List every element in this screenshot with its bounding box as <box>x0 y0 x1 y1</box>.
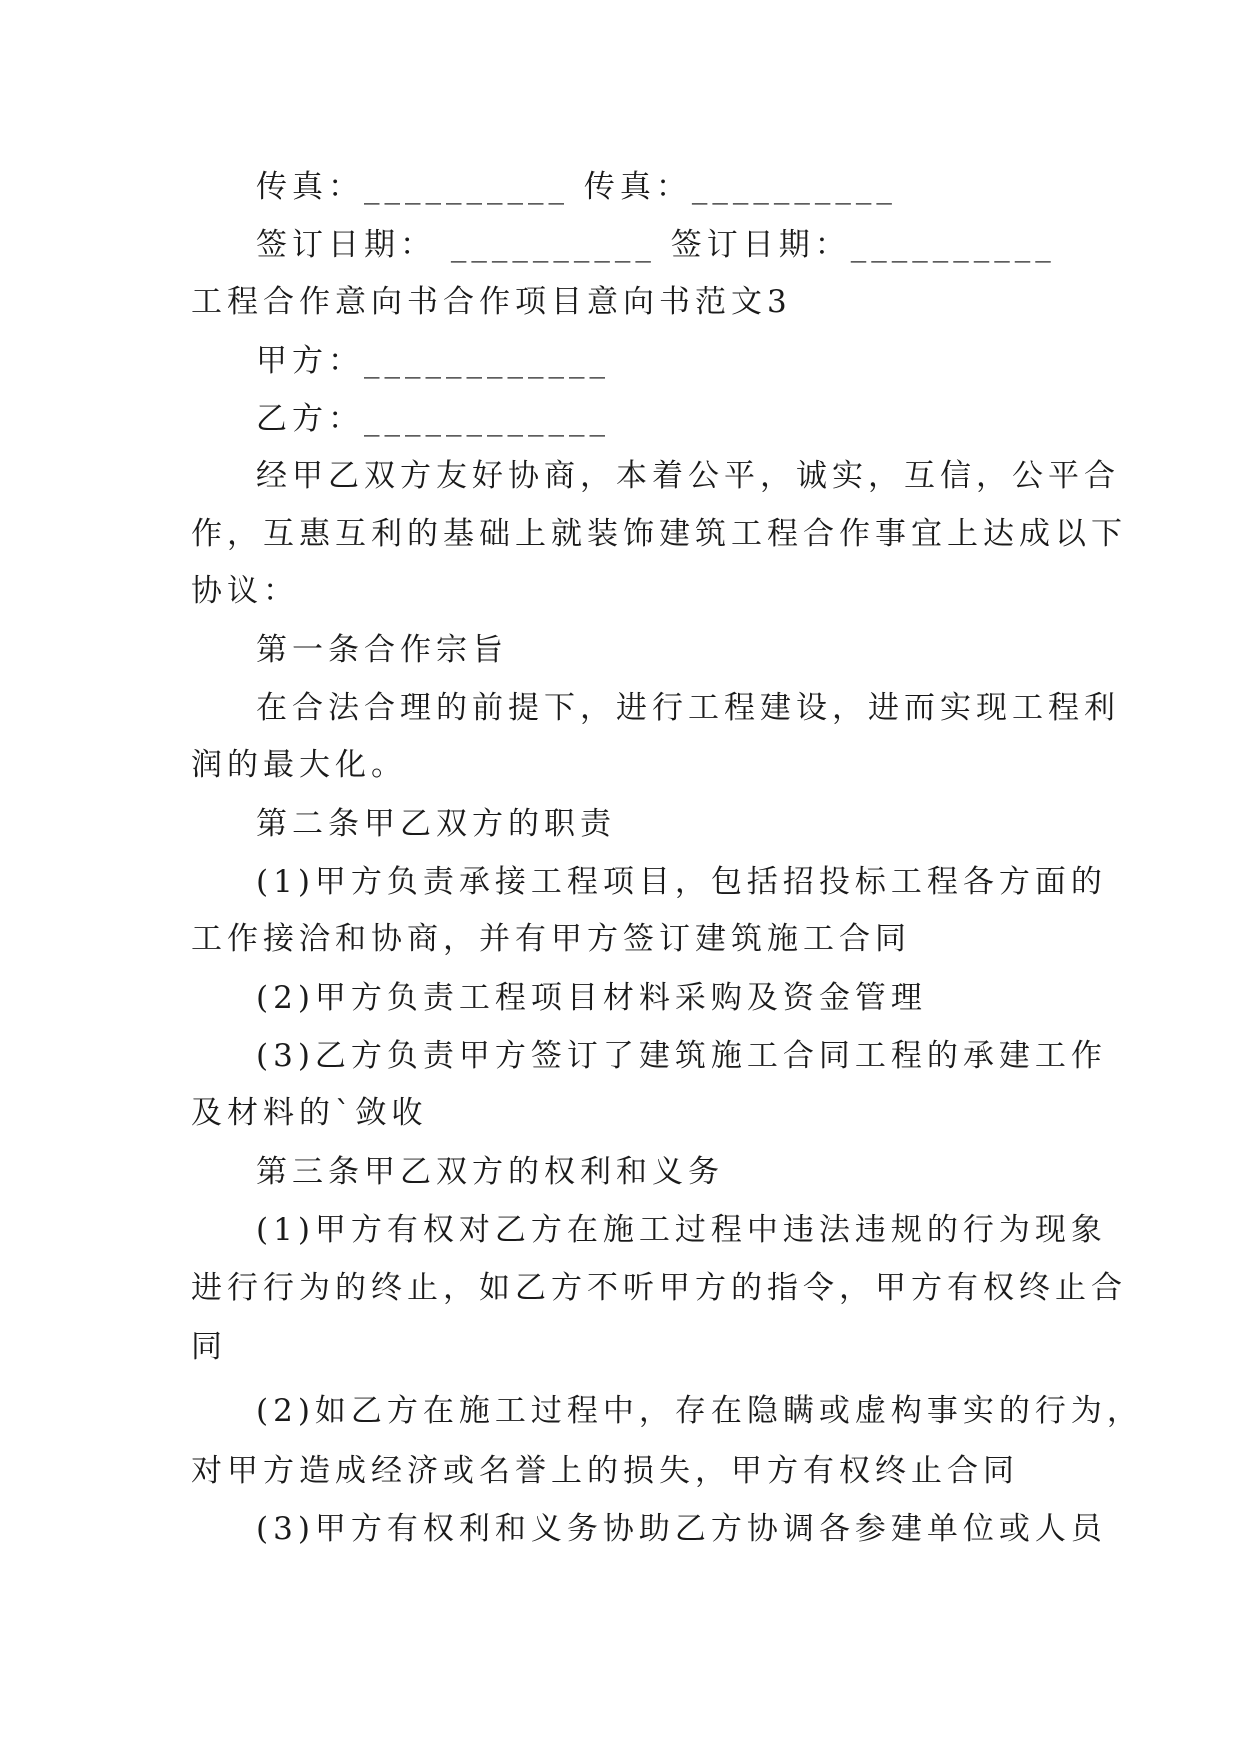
clause-line: (2)如乙方在施工过程中，存在隐瞒或虚构事实的行为， <box>256 1393 1143 1429</box>
clause-line: 及材料的`敛收 <box>191 1095 428 1131</box>
article-heading: 第三条甲乙双方的权利和义务 <box>256 1154 724 1190</box>
clause-line: (3)乙方负责甲方签订了建筑施工合同工程的承建工作 <box>256 1038 1107 1074</box>
article-heading: 第二条甲乙双方的职责 <box>256 806 616 842</box>
article-heading: 第一条合作宗旨 <box>256 632 508 668</box>
paragraph-line: 在合法合理的前提下，进行工程建设，进而实现工程利 <box>256 690 1120 726</box>
party-a-line: 甲方：____________ <box>256 343 610 379</box>
clause-line: 同 <box>191 1329 227 1365</box>
clause-line: (3)甲方有权利和义务协助乙方协调各参建单位或人员 <box>256 1511 1107 1547</box>
paragraph-line: 润的最大化。 <box>191 747 407 783</box>
party-b-line: 乙方：____________ <box>256 401 610 437</box>
clause-line: (1)甲方有权对乙方在施工过程中违法违规的行为现象 <box>256 1212 1107 1248</box>
clause-line: 工作接洽和协商，并有甲方签订建筑施工合同 <box>191 921 911 957</box>
paragraph-line: 作，互惠互利的基础上就装饰建筑工程合作事宜上达成以下 <box>191 516 1127 552</box>
fax-line: 传真：__________ 传真：__________ <box>256 169 897 205</box>
signing-date-line: 签订日期： __________ 签订日期：__________ <box>256 227 1056 263</box>
paragraph-line: 经甲乙双方友好协商，本着公平，诚实，互信，公平合 <box>256 458 1120 494</box>
clause-line: (1)甲方负责承接工程项目，包括招投标工程各方面的 <box>256 864 1107 900</box>
paragraph-line: 协议： <box>191 573 299 609</box>
clause-line: 进行行为的终止，如乙方不听甲方的指令，甲方有权终止合 <box>191 1270 1127 1306</box>
clause-line: (2)甲方负责工程项目材料采购及资金管理 <box>256 980 927 1016</box>
clause-line: 对甲方造成经济或名誉上的损失，甲方有权终止合同 <box>191 1453 1019 1489</box>
section-title: 工程合作意向书合作项目意向书范文3 <box>191 284 792 320</box>
